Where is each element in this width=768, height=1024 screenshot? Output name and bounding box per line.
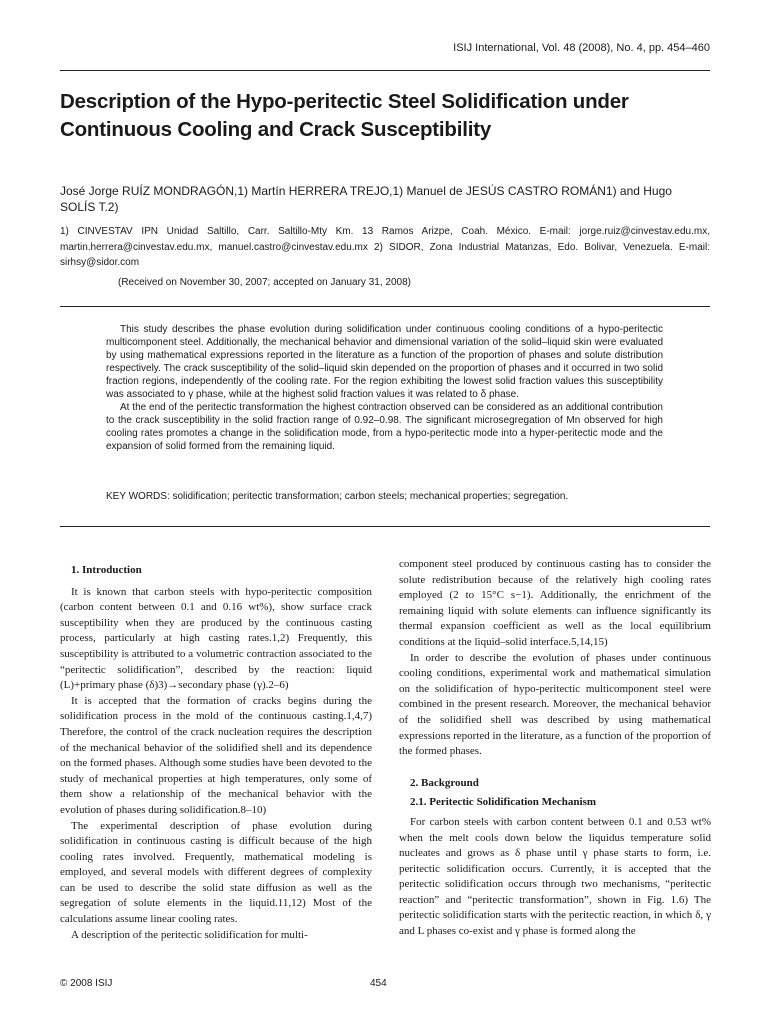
- paper-title: Description of the Hypo-peritectic Steel Solidification under Continuous Cooling and Crack Susceptibility: [60, 90, 629, 141]
- keywords: KEY WORDS: solidification; peritectic transformation; carbon steels; mechanical properties; segregation.: [106, 491, 569, 502]
- journal-reference: ISIJ International, Vol. 48 (2008), No. 4, pp. 454–460: [453, 42, 710, 54]
- abstract-bottom-rule: [60, 526, 710, 527]
- copyright-notice: © 2008 ISIJ: [60, 978, 113, 989]
- body-paragraph: A description of the peritectic solidification for multi-: [71, 928, 308, 941]
- page-number: 454: [370, 978, 387, 989]
- right-column: [399, 557, 711, 940]
- body-paragraph: For carbon steels with carbon content between 0.1 and 0.53 wt% when the melt cools down below the liquidus temperature solid nucleates and grows as δ phase until γ phase starts to form, i.e. peritectic solidification occurs. Currently, it is accepted that the peritectic solidification occurs through two mechanisms, “peritectic reaction” and “peritectic transformation”, shown in Fig. 1.6) The peritectic solidification starts with the peritectic reaction, in which δ, γ and L phases co-exist and γ phase is formed along the: [399, 815, 711, 938]
- abstract-paragraph: At the end of the peritectic transformation the highest contraction observed can be considered as an additional contribution to the crack susceptibility in the solid fraction range of 0.92–0.98. The significant microsegregation of Mn observed for high cooling rates promotes a change in the solidification mode, from a hypo-peritectic mode into a hyper-peritectic mode and the expansion of solid formed from the remaining liquid.: [106, 402, 663, 452]
- section-heading-background: 2. Background: [410, 776, 479, 789]
- section-heading-introduction: 1. Introduction: [71, 564, 142, 576]
- body-paragraph-continued: component steel produced by continuous casting has to consider the solute redistribution because of the relatively high cooling rates employed (2 to 15°C s−1). Additionally, the enrichment of the remaining liquid with solute elements can influence significantly its thermal expansion coefficient as well as the local equilibrium conditions at the liquid–solid interface.5,14,15): [399, 558, 711, 648]
- subsection-heading: 2.1. Peritectic Solidification Mechanism: [410, 796, 597, 809]
- left-column: [60, 557, 372, 943]
- body-paragraph: It is accepted that the formation of cracks begins during the solidification process in the mold of the continuous casting.1,4,7) Therefore, the control of the crack nucleation requires the description of the mechanical behavior of the solidified shell and its dependence on the formed phases. Although some studies have been devoted to the study of mechanical properties at high temperatures, only some of them show a relationship of the mechanical behavior with the evolution of phases during solidification.8–10): [60, 694, 372, 816]
- abstract-top-rule: [60, 306, 710, 307]
- received-dates: (Received on November 30, 2007; accepted on January 31, 2008): [118, 277, 411, 288]
- body-paragraph: The experimental description of phase evolution during solidification in continuous casting is difficult because of the high cooling rates involved. Frequently, mathematical modeling is employed, and several models with different degrees of complexity can be used to describe the solid state diffusion as well as the segregation of solute elements in the liquid.11,12) Most of the calculations assume linear cooling rates.: [60, 819, 372, 926]
- body-paragraph: In order to describe the evolution of phases under continuous cooling conditions, experimental work and mathematical simulation on the solidification of hypo-peritectic multicomponent steel were combined in the present research. Moreover, the mechanical behavior of the solidified shell was described by using mathematical expressions reported in the literature, as a function of the proportion of the formed phases.: [399, 651, 711, 758]
- affiliations: 1) CINVESTAV IPN Unidad Saltillo, Carr. Saltillo-Mty Km. 13 Ramos Arizpe, Coah. México. E-mail: jorge.ruiz@cinvestav.edu.mx, martin.herrera@cinvestav.edu.mx, manuel.castro@cinvestav.edu.mx 2) SIDOR, Zona Industrial Matanzas, Edo. Bolivar, Venezuela. E-mail: sirhsy@sidor.com: [60, 226, 710, 268]
- header-rule: [60, 70, 710, 71]
- abstract-paragraph: This study describes the phase evolution during solidification under continuous cooling conditions of a hypo-peritectic multicomponent steel. Additionally, the mechanical behavior and dimensional variation of the solid–liquid skin were evaluated by using mathematical expressions reported in the literature as a function of the proportion of phases and solute distribution respectively. The crack susceptibility of the solid–liquid skin depended on the proportion of phases and it occurred in two solid fraction regions, independently of the cooling rate. For the region exhibiting the lowest solid fraction values this susceptibility was associated to γ phase, while at the highest solid fraction values it was related to δ phase.: [106, 324, 663, 400]
- author-list: José Jorge RUÍZ MONDRAGÓN,1) Martín HERRERA TREJO,1) Manuel de JESÚS CASTRO ROMÁN1) and Hugo SOLÍS T.2): [60, 184, 672, 214]
- abstract: [106, 323, 663, 453]
- body-paragraph: It is known that carbon steels with hypo-peritectic composition (carbon content between 0.1 and 0.16 wt%), show surface crack susceptibility when they are produced by the continuous casting process, particularly at high casting rates.1,2) Frequently, this susceptibility is attributed to a volumetric contraction associated to the “peritectic solidification”, described by the reaction: liquid (L)+primary phase (δ)3)→secondary phase (γ).2–6): [60, 585, 372, 692]
